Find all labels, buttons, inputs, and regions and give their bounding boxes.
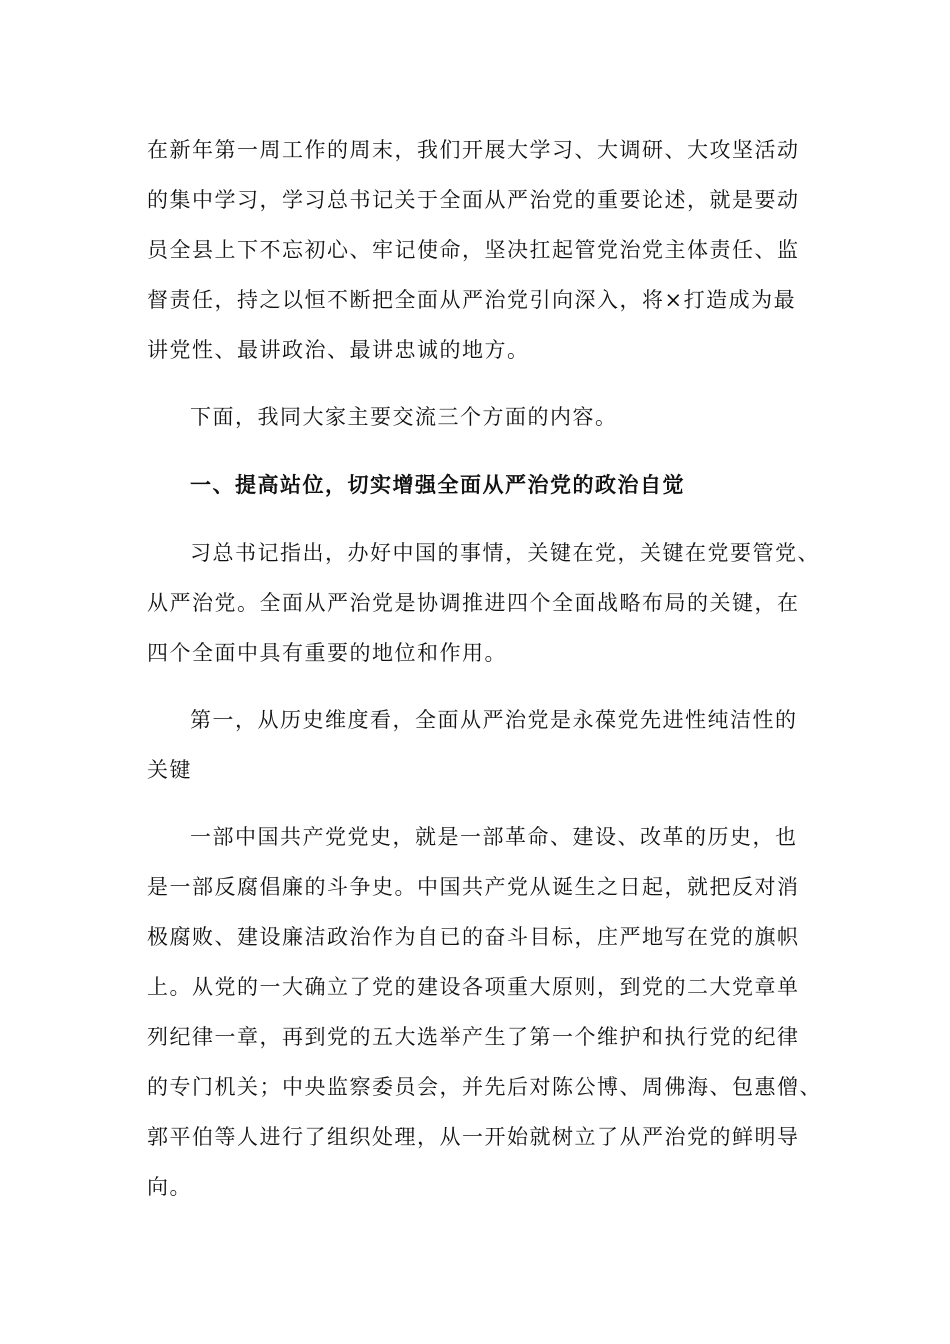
paragraph-5-line-5: 列纪律一章，再到党的五大选举产生了第一个维护和执行党的纪律 [147,1025,800,1049]
paragraph-1-line-5: 讲党性、最讲政治、最讲忠诚的地方。 [147,338,530,362]
paragraph-1-line-3: 员全县上下不忘初心、牢记使命，坚决扛起管党治党主体责任、监 [147,238,800,262]
paragraph-1-line-4: 督责任，持之以恒不断把全面从严治党引向深入，将×打造成为最 [147,288,797,312]
paragraph-1-line-2: 的集中学习，学习总书记关于全面从严治党的重要论述，就是要动 [147,188,800,212]
paragraph-5-line-3: 极腐败、建设廉洁政治作为自已的奋斗目标，庄严地写在党的旗帜 [147,925,800,949]
paragraph-1-line-1: 在新年第一周工作的周末，我们开展大学习、大调研、大攻坚活动 [147,138,800,162]
paragraph-5-line-7: 郭平伯等人进行了组织处理，从一开始就树立了从严治党的鲜明导 [147,1125,800,1149]
paragraph-4-line-1: 第一，从历史维度看，全面从严治党是永葆党先进性纯洁性的 [190,708,798,732]
paragraph-3-line-3: 四个全面中具有重要的地位和作用。 [147,641,507,665]
paragraph-5-line-8: 向。 [147,1175,192,1199]
paragraph-5-line-2: 是一部反腐倡廉的斗争史。中国共产党从诞生之日起，就把反对消 [147,875,800,899]
paragraph-4-line-2: 关键 [147,758,192,782]
paragraph-5-line-6: 的专门机关；中央监察委员会，并先后对陈公博、周佛海、包惠僧、 [147,1075,822,1099]
paragraph-3-line-2: 从严治党。全面从严治党是协调推进四个全面战略布局的关键，在 [147,591,800,615]
paragraph-5-line-4: 上。从党的一大确立了党的建设各项重大原则，到党的二大党章单 [147,975,800,999]
paragraph-2-line-1: 下面，我同大家主要交流三个方面的内容。 [190,405,618,429]
paragraph-3-line-1: 习总书记指出，办好中国的事情，关键在党，关键在党要管党、 [190,541,820,565]
section-heading: 一、提高站位，切实增强全面从严治党的政治自觉 [190,472,685,497]
paragraph-5-line-1: 一部中国共产党党史，就是一部革命、建设、改革的历史，也 [190,825,798,849]
